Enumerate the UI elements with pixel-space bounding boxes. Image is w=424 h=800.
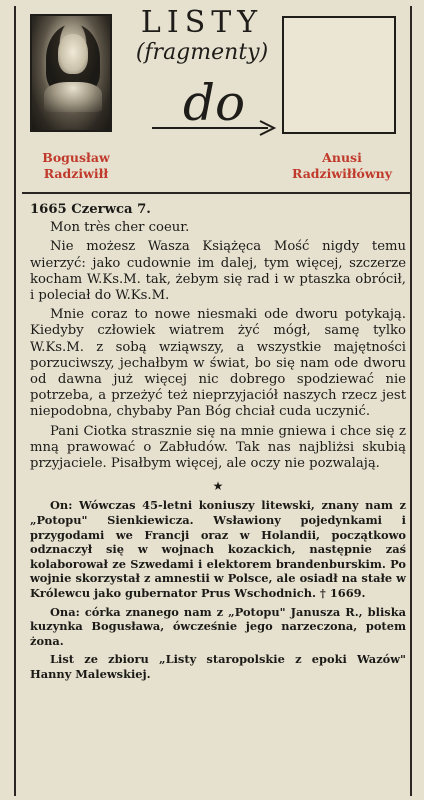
recipient-portrait-frame	[282, 16, 396, 134]
recipient-name: Anusi Radziwiłłówny	[292, 150, 392, 181]
letter-greeting: Mon très cher coeur.	[50, 220, 190, 236]
arrow-icon	[150, 118, 280, 138]
letter-paragraph: Mnie coraz to nowe niesmaki ode dworu potykają. Kiedyby człowiek wiatrem żyć mógł, samę tylko W.Ks.M. z sobą wziąwszy, a wszystkie majętności porzuciwszy, jechałbym w świat, bo się nam ode dworu od dawna już więcej nic dobrego spodziewać nie potrzeba, a przeżyć też nieprzyjaciół naszych rzecz jest niepodobna, chybaby Pan Bóg chciał cuda uczynić.	[30, 307, 406, 420]
star-separator: ★	[212, 479, 224, 494]
letter-paragraph: Pani Ciotka strasznie się na mnie gniewa i chce się z mną prawować o Zabłudów. Tak nas najbliżsi skubią przyjaciele. Pisałbym więcej, ale oczy nie pozwalają.	[30, 423, 406, 472]
portrait-image	[30, 14, 112, 132]
header-divider	[22, 192, 412, 194]
note-on: On: Wówczas 45-letni koniuszy litewski, znany nam z „Potopu" Sienkiewicza. Wsławiony pojedynkami i przygodami we Francji oraz w Holandii, początkowo odznaczył się w wojnach kozackich, następnie zaś kolaborował ze Szwedami i elektorem brandenburskim. Po wojnie skorzystał z amnestii w Polsce, ale osiadł na stałe w Królewcu jako gubernator Prus Wschodnich. † 1669.	[30, 498, 406, 601]
connector-word: do	[182, 74, 246, 132]
letter-paragraph: Nie możesz Wasza Książęca Mość nigdy temu wierzyć: jako cudownie im dalej, tym więcej, szczerze kocham W.Ks.M. tak, żebym się rad i w ptaszka obrócił, i poleciał do W.Ks.M.	[30, 239, 406, 304]
note-ona: Ona: córka znanego nam z „Potopu" Janusza R., bliska kuzynka Bogusława, ówcześnie jego narzeczona, potem żona.	[30, 604, 406, 648]
note-source: List ze zbioru „Listy staropolskie z epoki Wazów" Hanny Malewskiej.	[30, 652, 406, 681]
left-column-rule	[14, 6, 16, 796]
right-column-rule	[410, 6, 412, 796]
sender-name: Bogusław Radziwiłł	[42, 150, 110, 181]
page-title: LISTY	[140, 5, 264, 40]
page-subtitle: (fragmenty)	[135, 40, 269, 65]
letter-date: 1665 Czerwca 7.	[30, 202, 151, 217]
letter-body	[30, 202, 406, 686]
